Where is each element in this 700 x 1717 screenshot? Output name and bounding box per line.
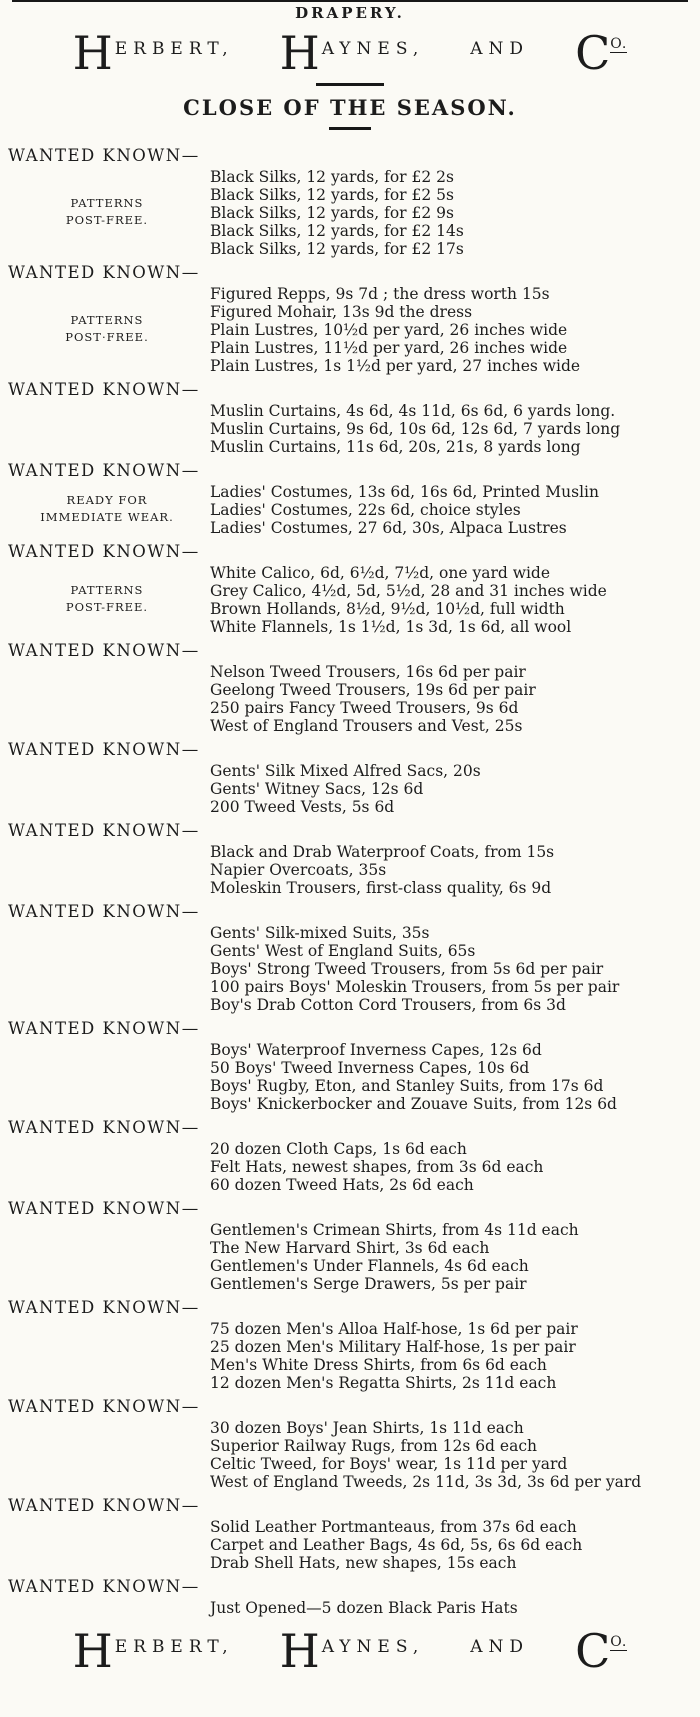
- item-line: Just Opened—5 dozen Black Paris Hats: [210, 1598, 518, 1617]
- footer-word-herbert: [72, 1623, 234, 1678]
- wanted-known-section: [8, 821, 692, 897]
- item-line: Boys' Knickerbocker and Zouave Suits, from 12s 6d: [210, 1094, 617, 1113]
- side-note-line: READY FOR: [66, 492, 148, 507]
- item-line: Grey Calico, 4½d, 5d, 5½d, 28 and 31 inches wide: [210, 581, 607, 600]
- wanted-known-section: [8, 1496, 692, 1572]
- footer-rest-aynes: AYNES,: [321, 1636, 425, 1657]
- item-line: Brown Hollands, 8½d, 9½d, 10½d, full width: [210, 599, 565, 618]
- section-row: [8, 1219, 692, 1293]
- sections: [8, 146, 692, 1617]
- item-line: Nelson Tweed Trousers, 16s 6d per pair: [210, 662, 526, 681]
- item-line: West of England Trousers and Vest, 25s: [210, 716, 523, 735]
- wanted-known-label: WANTED KNOWN—: [8, 820, 200, 840]
- item-line: Gents' Silk-mixed Suits, 35s: [210, 923, 430, 942]
- masthead-rest-erbert: ERBERT,: [114, 39, 234, 59]
- wanted-known-label: WANTED KNOWN—: [8, 1297, 200, 1317]
- item-list: [210, 1219, 692, 1293]
- section-row: [8, 1138, 692, 1194]
- wanted-known-label: WANTED KNOWN—: [8, 1018, 200, 1038]
- side-note: [8, 194, 206, 229]
- section-row: [8, 760, 692, 816]
- category-heading: DRAPERY.: [295, 4, 405, 22]
- wanted-known-section: [8, 1298, 692, 1392]
- wanted-known-section: [8, 1118, 692, 1194]
- footer-word-haynes: [279, 1623, 425, 1678]
- item-line: White Calico, 6d, 6½d, 7½d, one yard wide: [210, 563, 551, 582]
- side-note-line: PATTERNS: [70, 582, 144, 597]
- masthead-word-co: [575, 26, 628, 80]
- footer-word-co: [575, 1623, 628, 1678]
- wanted-known-section: [8, 461, 692, 537]
- masthead-word-herbert: [72, 26, 234, 80]
- side-note-line: PATTERNS: [70, 195, 144, 210]
- masthead-word-and: AND: [470, 39, 530, 59]
- wanted-known-section: [8, 641, 692, 735]
- wanted-known-label: WANTED KNOWN—: [8, 145, 200, 165]
- item-line: Celtic Tweed, for Boys' wear, 1s 11d per yard: [210, 1454, 568, 1473]
- section-row: [8, 562, 692, 636]
- wanted-known-section: [8, 263, 692, 375]
- item-line: Plain Lustres, 10½d per yard, 26 inches wide: [210, 320, 568, 339]
- item-line: Carpet and Leather Bags, 4s 6d, 5s, 6s 6d each: [210, 1535, 583, 1554]
- masthead-initial-h1: H: [72, 26, 113, 80]
- item-line: The New Harvard Shirt, 3s 6d each: [210, 1238, 490, 1257]
- footer-superscript-o: O.: [610, 1633, 628, 1650]
- footer-initial-h1: H: [72, 1623, 113, 1678]
- item-line: Gentlemen's Crimean Shirts, from 4s 11d each: [210, 1220, 579, 1239]
- item-line: Black Silks, 12 yards, for £2 5s: [210, 185, 454, 204]
- item-line: Ladies' Costumes, 13s 6d, 16s 6d, Printed Muslin: [210, 482, 599, 501]
- side-note-line: POST-FREE.: [65, 599, 149, 614]
- masthead-rest-aynes: AYNES,: [321, 39, 425, 59]
- section-row: [8, 481, 692, 537]
- footer-masthead: [8, 1623, 692, 1678]
- item-line: Gents' West of England Suits, 65s: [210, 941, 476, 960]
- item-line: Muslin Curtains, 11s 6d, 20s, 21s, 8 yards long: [210, 437, 581, 456]
- item-line: 60 dozen Tweed Hats, 2s 6d each: [210, 1175, 474, 1194]
- wanted-known-section: [8, 740, 692, 816]
- section-row: [8, 1597, 692, 1617]
- item-line: Moleskin Trousers, first-class quality, 6s 9d: [210, 878, 552, 897]
- item-line: Ladies' Costumes, 27 6d, 30s, Alpaca Lustres: [210, 518, 567, 537]
- wanted-known-section: [8, 1577, 692, 1617]
- wanted-known-label: WANTED KNOWN—: [8, 541, 200, 561]
- side-note-line: POST-FREE.: [65, 212, 149, 227]
- item-line: 250 pairs Fancy Tweed Trousers, 9s 6d: [210, 698, 519, 717]
- side-note-line: PATTERNS: [70, 312, 144, 327]
- item-list: [210, 1516, 692, 1572]
- item-line: Solid Leather Portmanteaus, from 37s 6d each: [210, 1517, 577, 1536]
- subtitle-rule: [329, 127, 371, 130]
- item-line: Black Silks, 12 yards, for £2 14s: [210, 221, 464, 240]
- wanted-known-label: WANTED KNOWN—: [8, 739, 200, 759]
- item-list: [210, 283, 692, 375]
- wanted-known-label: WANTED KNOWN—: [8, 262, 200, 282]
- item-line: 50 Boys' Tweed Inverness Capes, 10s 6d: [210, 1058, 530, 1077]
- section-row: [8, 166, 692, 258]
- item-line: Superior Railway Rugs, from 12s 6d each: [210, 1436, 537, 1455]
- masthead-rule: [316, 83, 384, 86]
- masthead: [8, 26, 692, 80]
- item-line: Drab Shell Hats, new shapes, 15s each: [210, 1553, 517, 1572]
- item-list: [210, 1318, 692, 1392]
- masthead-superscript-o: O.: [610, 36, 628, 52]
- item-line: Black Silks, 12 yards, for £2 17s: [210, 239, 464, 258]
- item-line: Gents' Silk Mixed Alfred Sacs, 20s: [210, 761, 481, 780]
- item-line: Black and Drab Waterproof Coats, from 15s: [210, 842, 555, 861]
- item-list: [210, 841, 692, 897]
- footer-initial-c: C: [575, 1623, 611, 1678]
- wanted-known-label: WANTED KNOWN—: [8, 640, 200, 660]
- section-row: [8, 283, 692, 375]
- item-line: 30 dozen Boys' Jean Shirts, 1s 11d each: [210, 1418, 524, 1437]
- item-list: [210, 661, 692, 735]
- item-line: 20 dozen Cloth Caps, 1s 6d each: [210, 1139, 467, 1158]
- item-line: Gentlemen's Under Flannels, 4s 6d each: [210, 1256, 529, 1275]
- item-line: 12 dozen Men's Regatta Shirts, 2s 11d each: [210, 1373, 557, 1392]
- wanted-known-label: WANTED KNOWN—: [8, 460, 200, 480]
- item-line: White Flannels, 1s 1½d, 1s 3d, 1s 6d, all wool: [210, 617, 572, 636]
- masthead-initial-h2: H: [279, 26, 320, 80]
- item-line: 200 Tweed Vests, 5s 6d: [210, 797, 395, 816]
- section-row: [8, 661, 692, 735]
- item-line: Figured Mohair, 13s 9d the dress: [210, 302, 473, 321]
- wanted-known-label: WANTED KNOWN—: [8, 1495, 200, 1515]
- side-note: [8, 311, 206, 346]
- item-line: Black Silks, 12 yards, for £2 2s: [210, 167, 454, 186]
- side-note-line: IMMEDIATE WEAR.: [40, 509, 174, 524]
- item-list: [210, 1039, 692, 1113]
- subtitle-heading: CLOSE OF THE SEASON.: [183, 94, 517, 120]
- wanted-known-section: [8, 1397, 692, 1491]
- item-list: [210, 1417, 692, 1491]
- wanted-known-label: WANTED KNOWN—: [8, 1117, 200, 1137]
- item-line: Ladies' Costumes, 22s 6d, choice styles: [210, 500, 521, 519]
- wanted-known-section: [8, 1199, 692, 1293]
- side-note-line: POST·FREE.: [65, 329, 149, 344]
- section-row: [8, 841, 692, 897]
- side-note: [8, 491, 206, 526]
- item-line: Geelong Tweed Trousers, 19s 6d per pair: [210, 680, 536, 699]
- item-line: Black Silks, 12 yards, for £2 9s: [210, 203, 454, 222]
- item-line: Plain Lustres, 11½d per yard, 26 inches wide: [210, 338, 568, 357]
- section-row: [8, 1039, 692, 1113]
- item-list: [210, 481, 692, 537]
- item-list: [210, 922, 692, 1014]
- item-line: West of England Tweeds, 2s 11d, 3s 3d, 3s 6d per yard: [210, 1472, 642, 1491]
- wanted-known-label: WANTED KNOWN—: [8, 901, 200, 921]
- section-row: [8, 922, 692, 1014]
- footer-word-and: AND: [470, 1636, 530, 1657]
- section-row: [8, 1318, 692, 1392]
- wanted-known-section: [8, 902, 692, 1014]
- footer-rest-erbert: ERBERT,: [114, 1636, 234, 1657]
- side-note: [8, 581, 206, 616]
- item-line: Boy's Drab Cotton Cord Trousers, from 6s 3d: [210, 995, 566, 1014]
- masthead-word-haynes: [279, 26, 425, 80]
- wanted-known-label: WANTED KNOWN—: [8, 1576, 200, 1596]
- item-list: [210, 166, 692, 258]
- masthead-initial-c: C: [575, 26, 611, 80]
- section-row: [8, 1417, 692, 1491]
- wanted-known-section: [8, 146, 692, 258]
- item-line: Muslin Curtains, 4s 6d, 4s 11d, 6s 6d, 6 yards long.: [210, 401, 616, 420]
- item-line: Napier Overcoats, 35s: [210, 860, 387, 879]
- section-row: [8, 400, 692, 456]
- item-list: [210, 1138, 692, 1194]
- item-line: Plain Lustres, 1s 1½d per yard, 27 inches wide: [210, 356, 581, 375]
- wanted-known-section: [8, 380, 692, 456]
- item-list: [210, 400, 692, 456]
- item-line: Boys' Waterproof Inverness Capes, 12s 6d: [210, 1040, 542, 1059]
- item-line: 75 dozen Men's Alloa Half-hose, 1s 6d per pair: [210, 1319, 578, 1338]
- item-line: Boys' Strong Tweed Trousers, from 5s 6d per pair: [210, 959, 604, 978]
- section-row: [8, 1516, 692, 1572]
- wanted-known-section: [8, 542, 692, 636]
- item-line: Gents' Witney Sacs, 12s 6d: [210, 779, 424, 798]
- wanted-known-section: [8, 1019, 692, 1113]
- item-list: [210, 760, 692, 816]
- item-line: 25 dozen Men's Military Half-hose, 1s per pair: [210, 1337, 576, 1356]
- item-list: [210, 1597, 692, 1617]
- wanted-known-label: WANTED KNOWN—: [8, 1396, 200, 1416]
- item-line: Figured Repps, 9s 7d ; the dress worth 15s: [210, 284, 550, 303]
- item-line: Felt Hats, newest shapes, from 3s 6d each: [210, 1157, 544, 1176]
- item-line: Gentlemen's Serge Drawers, 5s per pair: [210, 1274, 527, 1293]
- item-line: Boys' Rugby, Eton, and Stanley Suits, from 17s 6d: [210, 1076, 604, 1095]
- item-line: 100 pairs Boys' Moleskin Trousers, from 5s per pair: [210, 977, 620, 996]
- item-list: [210, 562, 692, 636]
- footer-initial-h2: H: [279, 1623, 320, 1678]
- wanted-known-label: WANTED KNOWN—: [8, 1198, 200, 1218]
- item-line: Men's White Dress Shirts, from 6s 6d each: [210, 1355, 547, 1374]
- wanted-known-label: WANTED KNOWN—: [8, 379, 200, 399]
- item-line: Muslin Curtains, 9s 6d, 10s 6d, 12s 6d, 7 yards long: [210, 419, 621, 438]
